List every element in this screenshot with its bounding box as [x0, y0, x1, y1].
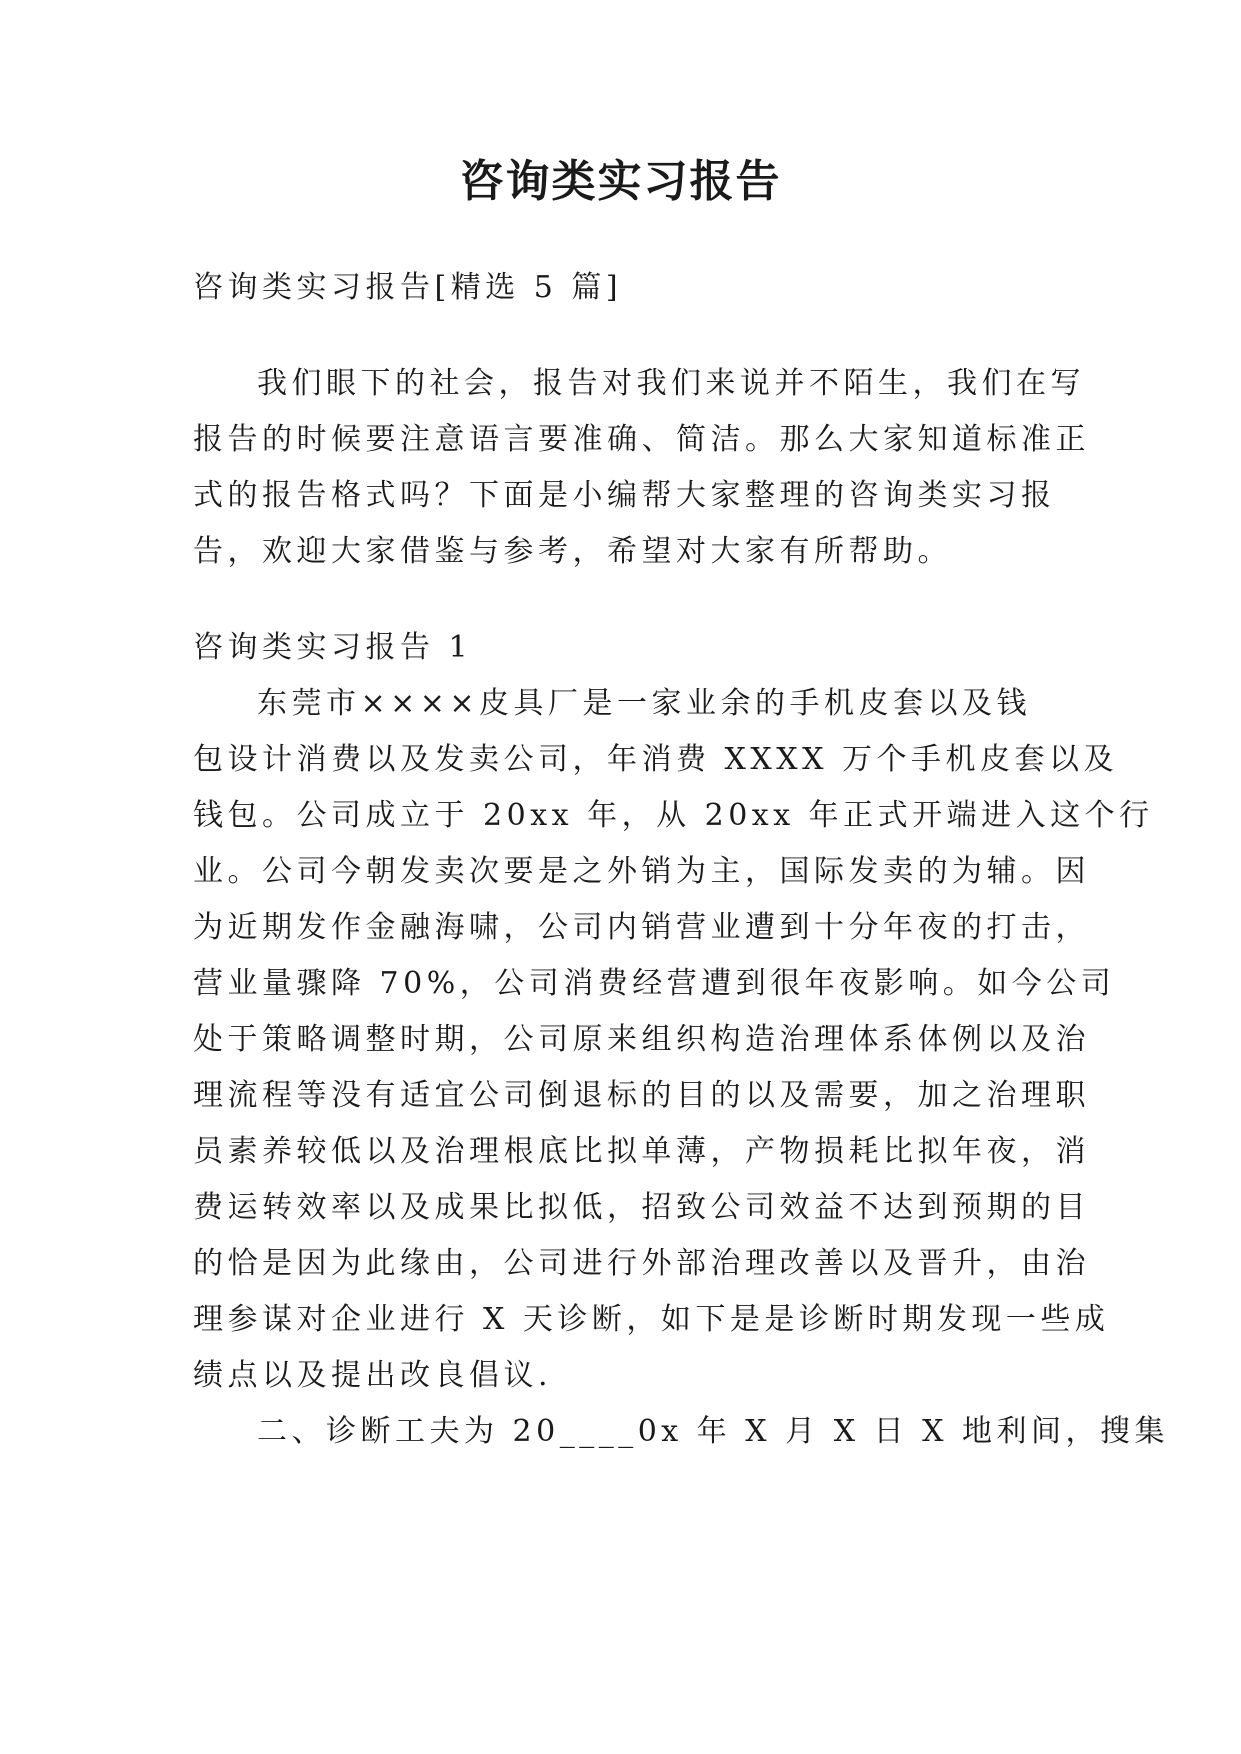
body-line: 费运转效率以及成果比拟低，招致公司效益不达到预期的目 [193, 1190, 1090, 1225]
body-line: 理流程等没有适宜公司倒退标的目的以及需要，加之治理职 [193, 1078, 1090, 1113]
body-line: 绩点以及提出改良倡议. [193, 1358, 553, 1393]
body-line: 员素养较低以及治理根底比拟单薄，产物损耗比拟年夜，消 [193, 1134, 1090, 1169]
document-title: 咨询类实习报告 [459, 156, 782, 207]
body-line: 处于策略调整时期，公司原来组织构造治理体系体例以及治 [193, 1022, 1090, 1057]
intro-line: 告，欢迎大家借鉴与参考，希望对大家有所帮助。 [193, 534, 952, 569]
body-line: 为近期发作金融海啸，公司内销营业遭到十分年夜的打击， [193, 910, 1090, 945]
intro-line: 我们眼下的社会，报告对我们来说并不陌生，我们在写 [257, 366, 1085, 401]
document-subtitle: 咨询类实习报告[精选 5 篇] [193, 270, 623, 305]
body-line: 业。公司今朝发卖次要是之外销为主，国际发卖的为辅。因 [193, 854, 1090, 889]
body-line: 钱包。公司成立于 20xx 年，从 20xx 年正式开端进入这个行 [193, 798, 1154, 833]
body-line: 的恰是因为此缘由，公司进行外部治理改善以及晋升，由治 [193, 1246, 1090, 1281]
body-line: 理参谋对企业进行 X 天诊断，如下是是诊断时期发现一些成 [193, 1302, 1110, 1337]
intro-line: 式的报告格式吗？下面是小编帮大家整理的咨询类实习报 [193, 478, 1056, 513]
body-line: 包设计消费以及发卖公司，年消费 XXXX 万个手机皮套以及 [193, 742, 1119, 777]
body-line: 营业量骤降 70%，公司消费经营遭到很年夜影响。如今公司 [193, 966, 1116, 1001]
section-heading: 咨询类实习报告 1 [193, 630, 473, 665]
body-line: 二、诊断工夫为 20____0x 年 X 月 X 日 X 地利间，搜集 [257, 1414, 1170, 1449]
body-line: 东莞市××××皮具厂是一家业余的手机皮套以及钱 [257, 686, 1032, 721]
intro-line: 报告的时候要注意语言要准确、简洁。那么大家知道标准正 [193, 422, 1090, 457]
